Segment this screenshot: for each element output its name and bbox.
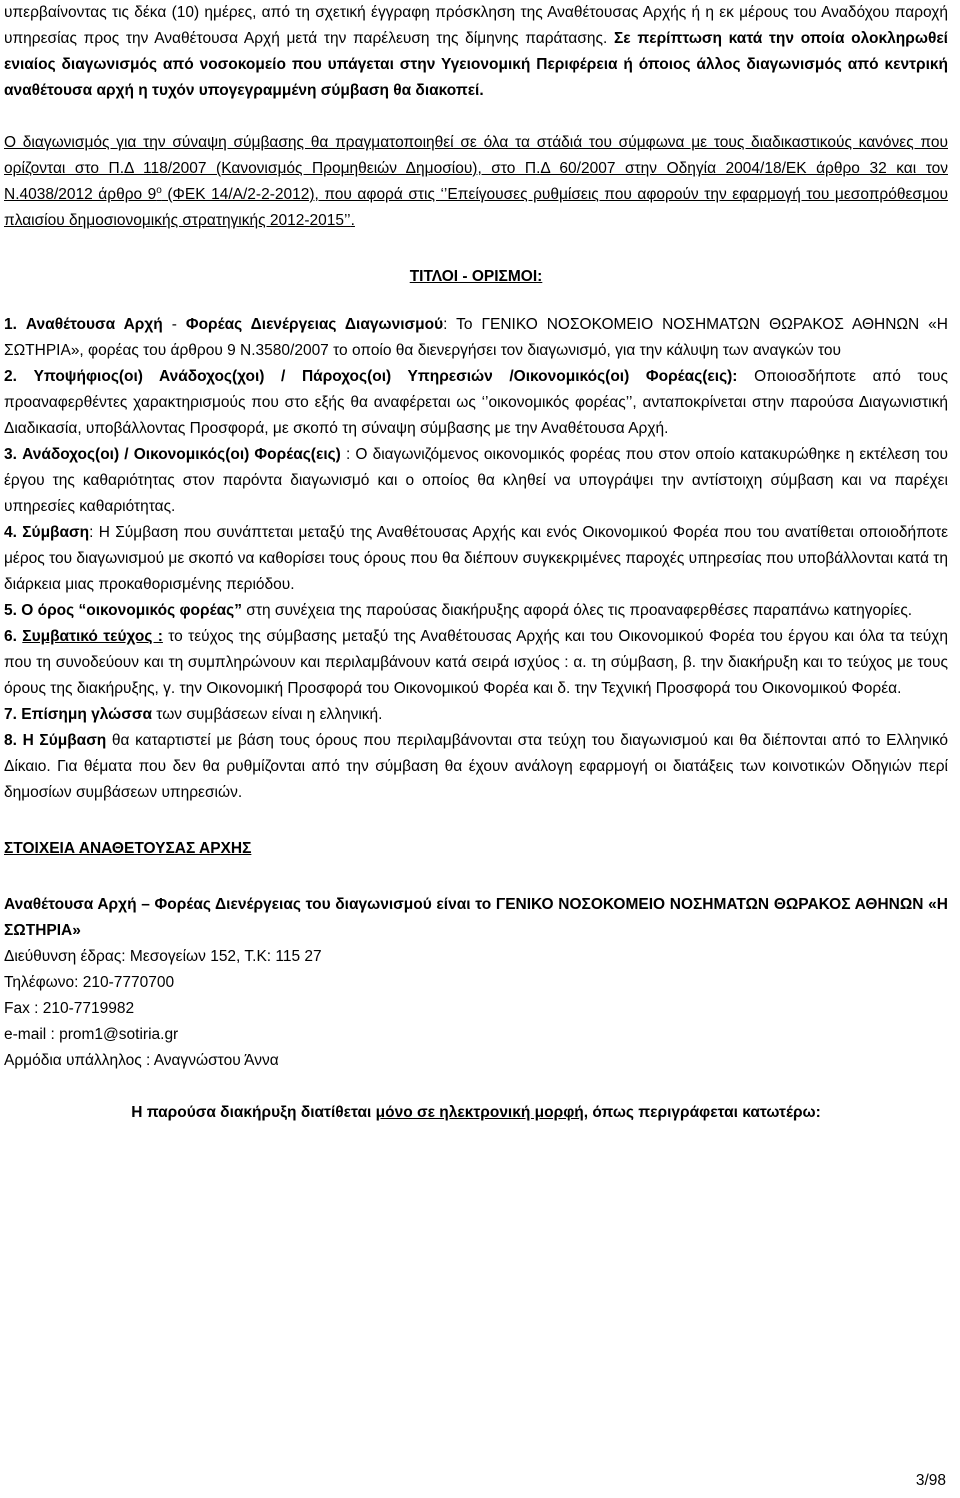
definition-text: στη συνέχεια της παρούσας διακήρυξης αφορά όλες τις προαναφερθέσες παραπάνω κατηγορίες. [241, 602, 913, 619]
legal-text-end: . [350, 212, 355, 229]
definition-number: 1. [4, 316, 17, 333]
definition-text: το τεύχος της σύμβασης μεταξύ της Αναθέτουσας Αρχής και του Οικονομικού Φορέα του έργου και όλα τα τεύχη που τη συνοδεύουν και τη συμπληρώνουν και περιλαμβάνουν κατά σειρά ισχύος : α. τη σύμβαση, β. την διακήρυξη και το τεύχος με τους όρους της διακήρυξης, γ. την Οικονομική Προσφορά του Οικονομικού Φορέα και δ. την Τεχνική Προσφορά του Οικονομικού Φορέα. [4, 628, 949, 697]
legal-text-part1: Ο διαγωνισμός για την σύναψη σύμβασης θα πραγματοποιηθεί σε όλα τα στάδιά του σύμφωνα με τους διαδικαστικούς κανόνες που ορίζονται στο Π.Δ 118/2007 (Κανονισμός Προμηθειών Δημοσίου), στο Π.Δ 60/2007 στην Οδηγία 2004/18/ΕΚ άρθρο 32 και τον Ν.4038/2012 άρθρο 9 [4, 134, 948, 203]
definition-text: : Ο διαγωνιζόμενος οικονομικός φορέας που στον οποίο κατακυρώθηκε η εκτέλεση του έργου της καθαριότητας στον παρόντα διαγωνισμό και ο οποίος θα κληθεί να υπογράψει την αντίστοιχη σύμβαση και να παρέχει υπηρεσίες καθαριότητας. [4, 446, 948, 515]
definition-text: : Το ΓΕΝΙΚΟ ΝΟΣΟΚΟΜΕΙΟ ΝΟΣΗΜΑΤΩΝ ΘΩΡΑΚΟΣ ΑΘΗΝΩΝ «Η ΣΩΤΗΡΙΑ», φορέας του άρθρου 9 Ν.3580/2007 το οποίο θα διενεργήσει τον διαγωνισμό, για την κάλυψη των αναγκών του [4, 316, 948, 359]
definition-item-8 [4, 728, 948, 806]
definition-number: 4. [4, 524, 17, 541]
definition-item-1 [4, 312, 948, 364]
definition-term: Επίσημη γλώσσα [21, 706, 152, 723]
definition-term: Φορέας Διενέργειας Διαγωνισμού [185, 316, 444, 333]
document-page [4, 0, 948, 1126]
definition-term: Συμβατικό τεύχος : [22, 628, 163, 645]
intro-text: υπερβαίνοντας τις δέκα (10) ημέρες, από τη σχετική έγγραφη πρόσκληση της Αναθέτουσας Αρχής ή η εκ μέρους του Αναδόχου παροχή υπηρεσίας προς την Αναθέτουσα Αρχή μετά την παρέλευση της δίμηνης παράτασης. [4, 4, 948, 47]
definition-number: 7. [4, 706, 17, 723]
authority-title: Αναθέτουσα Αρχή – Φορέας Διενέργειας του διαγωνισμού είναι το ΓΕΝΙΚΟ ΝΟΣΟΚΟΜΕΙΟ ΝΟΣΗΜΑΤΩΝ ΘΩΡΑΚΟΣ ΑΘΗΝΩΝ «Η ΣΩΤΗΡΙΑ» [4, 896, 948, 939]
definition-item-5 [4, 598, 948, 624]
closing-statement [4, 1100, 948, 1126]
definition-text: των συμβάσεων είναι η ελληνική. [151, 706, 383, 723]
legal-superscript: ο [156, 184, 162, 196]
authority-address: Διεύθυνση έδρας: Μεσογείων 152, Τ.Κ: 115 27 [4, 948, 322, 965]
definition-number: 6. [4, 628, 17, 645]
definition-text: Οποιοσδήποτε από τους προαναφερθέντες χαρακτηρισμούς που στο εξής θα αναφέρεται ως ‘’οικονομικός φορέας’’, ανταποκρίνεται στην παρούσα Διαγωνιστική Διαδικασία, υποβάλλοντας Προσφορά, με σκοπό τη σύναψη σύμβασης με την Αναθέτουσα Αρχή. [4, 368, 948, 437]
closing-text-post: όπως περιγράφεται κατωτέρω: [588, 1104, 821, 1121]
closing-text-underlined: μόνο σε ηλεκτρονική μορφή, [375, 1104, 589, 1121]
definition-term: Η Σύμβαση [22, 732, 107, 749]
definition-item-3 [4, 442, 948, 520]
definition-text: θα καταρτιστεί με βάση τους όρους που περιλαμβάνονται στα τεύχη του διαγωνισμού και θα διέπονται από το Ελληνικό Δίκαιο. Για θέματα που δεν θα ρυθμίζονται από την σύμβαση θα έχουν ανάλογη εφαρμογή οι διατάξεις των κοινοτικών Οδηγιών περί δημοσίων συμβάσεων υπηρεσιών. [4, 732, 949, 801]
authority-fax: Fax : 210-7719982 [4, 1000, 135, 1017]
definition-term: Σύμβαση [22, 524, 90, 541]
definition-text: : Η Σύμβαση που συνάπτεται μεταξύ της Αναθέτουσας Αρχής και ενός Οικονομικού Φορέα που του ανατίθεται οποιοδήποτε μέρος του διαγωνισμού με σκοπό να καθορίσει τους όρους που θα διέπουν συγκεκριμένες παροχές υπηρεσίας που υποβάλλονται κατά τη διάρκεια μιας προκαθορισμένης περιόδου. [4, 524, 948, 593]
definition-term: Αναθέτουσα Αρχή [25, 316, 163, 333]
intro-paragraph [4, 0, 948, 104]
legal-text-part2: (ΦΕΚ 14/Α/2-2-2012), που αφορά στις ‘’Επείγουσες ρυθμίσεις που αφορούν την εφαρμογή του μεσοπρόθεσμου πλαισίου δημοσιονομικής στρατηγικής 2012-2015’’ [4, 186, 948, 229]
definition-separator: - [162, 316, 186, 333]
definition-item-7 [4, 702, 948, 728]
definition-number: 5. [4, 602, 17, 619]
definitions-heading: ΤΙΤΛΟΙ - ΟΡΙΣΜΟΙ: [409, 268, 543, 285]
authority-heading: ΣΤΟΙΧΕΙΑ ΑΝΑΘΕΤΟΥΣΑΣ ΑΡΧΗΣ [4, 840, 252, 857]
intro-bold-text: Σε περίπτωση κατά την οποία ολοκληρωθεί ενιαίος διαγωνισμός από νοσοκομείο που υπάγεται στην Υγειονομική Περιφέρεια ή όποιος άλλος διαγωνισμός από κεντρική αναθέτουσα αρχή η τυχόν υπογεγραμμένη σύμβαση θα διακοπεί. [4, 30, 948, 99]
definition-item-6 [4, 624, 948, 702]
authority-phone: Τηλέφωνο: 210-7770700 [4, 974, 175, 991]
closing-text-pre: Η παρούσα διακήρυξη διατίθεται [131, 1104, 376, 1121]
definition-term: Υποψήφιος(οι) Ανάδοχος(χοι) / Πάροχος(οι) Υπηρεσιών /Οικονομικός(οι) Φορέας(εις): [33, 368, 738, 385]
definition-number: 2. [4, 368, 17, 385]
legal-framework-paragraph [4, 130, 948, 234]
definition-number: 3. [4, 446, 17, 463]
definition-term: Ο όρος “οικονομικός φορέας” [21, 602, 242, 619]
authority-contact: Αρμόδια υπάλληλος : Αναγνώστου Άννα [4, 1052, 279, 1069]
definition-item-2 [4, 364, 948, 442]
definition-item-4 [4, 520, 948, 598]
page-number: 3/98 [915, 1472, 946, 1489]
definition-number: 8. [4, 732, 17, 749]
authority-email: e-mail : prom1@sotiria.gr [4, 1026, 179, 1043]
definition-term: Ανάδοχος(οι) / Οικονομικός(οι) Φορέας(εις) [22, 446, 341, 463]
